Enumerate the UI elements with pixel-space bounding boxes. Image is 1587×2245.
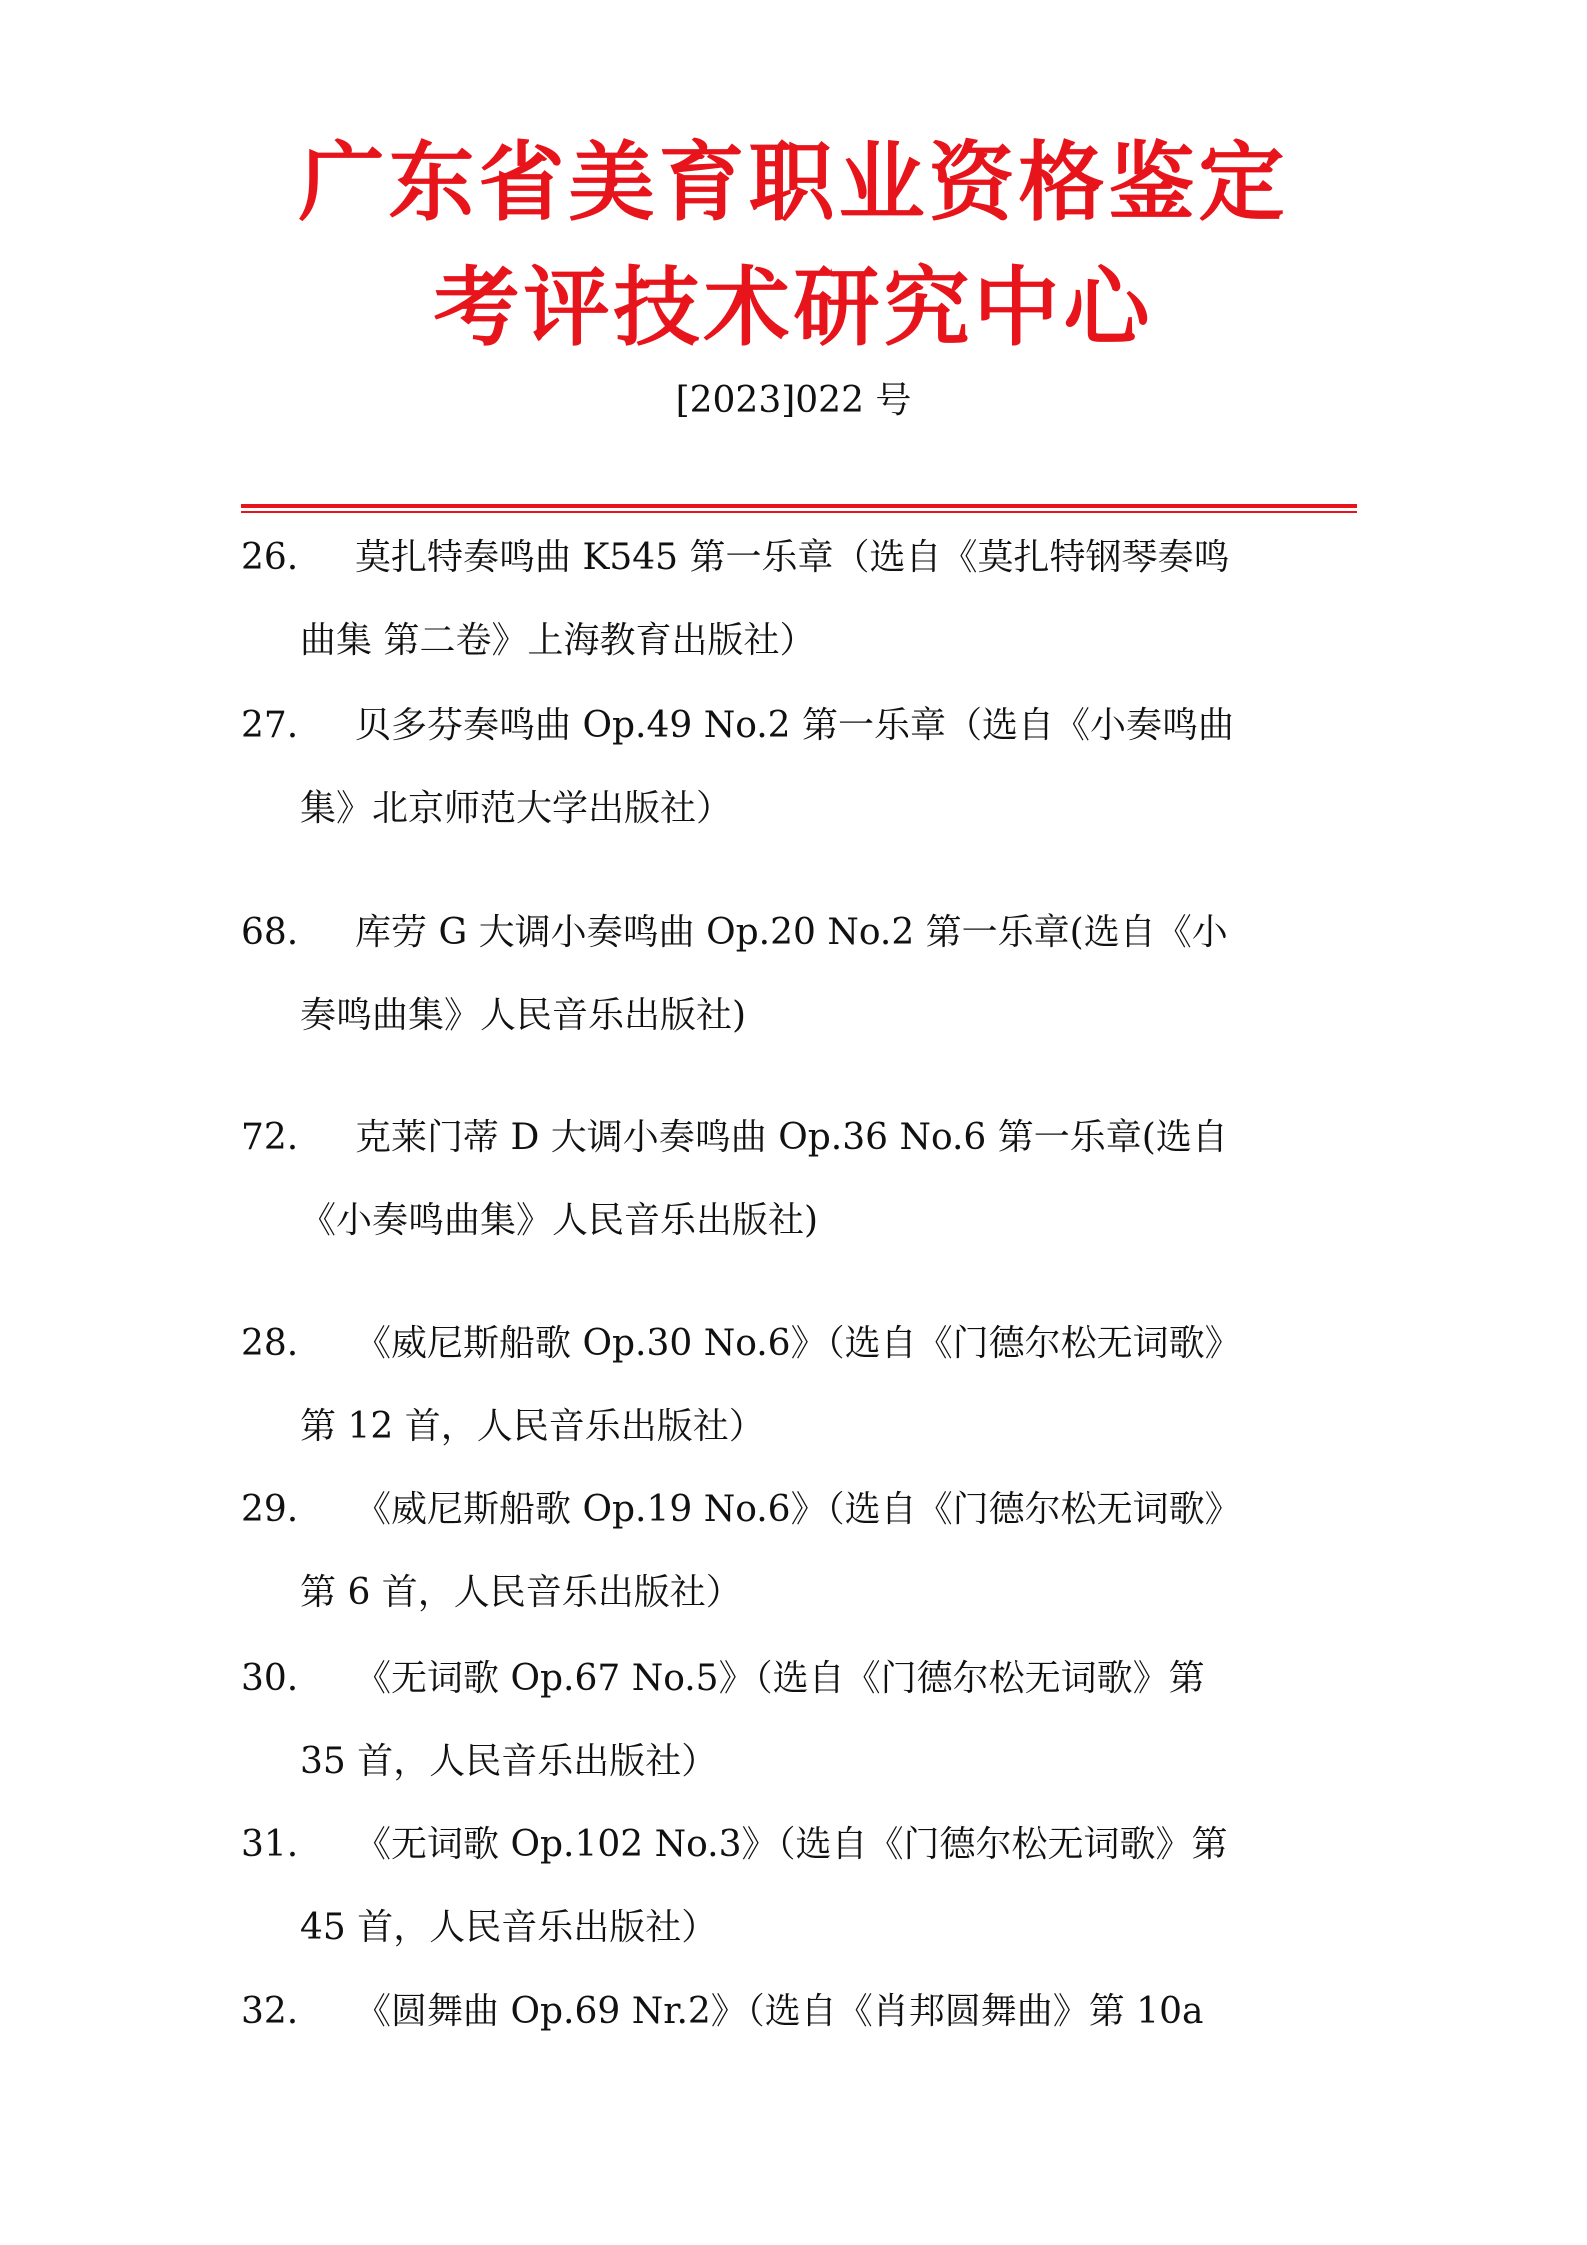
- list-item-number: 32.: [241, 1991, 299, 2032]
- header-divider-thin: [241, 511, 1357, 513]
- page-title-line2: 考评技术研究中心: [433, 258, 1154, 358]
- list-item-number: 29.: [241, 1489, 299, 1530]
- list-item-number: 31.: [241, 1824, 299, 1865]
- page-title-line1: 广东省美育职业资格鉴定: [298, 133, 1289, 233]
- list-item-text: 库劳 G 大调小奏鸣曲 Op.20 No.2 第一乐章(选自《小: [355, 912, 1228, 953]
- list-item-text-continued: 奏鸣曲集》人民音乐出版社): [300, 995, 747, 1036]
- list-item-text-continued: 集》北京师范大学出版社）: [300, 788, 733, 829]
- list-item-number: 72.: [241, 1117, 299, 1158]
- list-item-number: 68.: [241, 912, 299, 953]
- list-item-number: 28.: [241, 1323, 299, 1364]
- list-item-text: 克莱门蒂 D 大调小奏鸣曲 Op.36 No.6 第一乐章(选自: [355, 1117, 1228, 1158]
- list-item-text-continued: 45 首，人民音乐出版社）: [300, 1907, 718, 1948]
- list-item-number: 27.: [241, 705, 299, 746]
- list-item-text-continued: 曲集 第二卷》上海教育出版社）: [300, 620, 816, 661]
- list-item-text: 《无词歌 Op.67 No.5》（选自《门德尔松无词歌》第: [355, 1658, 1205, 1699]
- list-item-number: 26.: [241, 537, 299, 578]
- list-item-text: 贝多芬奏鸣曲 Op.49 No.2 第一乐章（选自《小奏鸣曲: [355, 705, 1235, 746]
- list-item-text-continued: 第 6 首，人民音乐出版社）: [300, 1572, 742, 1613]
- header-divider-thick: [241, 504, 1357, 508]
- list-item-text: 《威尼斯船歌 Op.19 No.6》（选自《门德尔松无词歌》: [355, 1489, 1241, 1530]
- list-item-text-continued: 35 首，人民音乐出版社）: [300, 1741, 718, 1782]
- list-item-text: 《无词歌 Op.102 No.3》（选自《门德尔松无词歌》第: [355, 1824, 1228, 1865]
- list-item-text: 《圆舞曲 Op.69 Nr.2》（选自《肖邦圆舞曲》第 10a: [355, 1991, 1204, 2032]
- list-item-text-continued: 《小奏鸣曲集》人民音乐出版社): [300, 1200, 819, 1241]
- list-item-text-continued: 第 12 首，人民音乐出版社）: [300, 1406, 765, 1447]
- document-number: [2023]022 号: [675, 380, 912, 421]
- list-item-text: 《威尼斯船歌 Op.30 No.6》（选自《门德尔松无词歌》: [355, 1323, 1241, 1364]
- list-item-number: 30.: [241, 1658, 299, 1699]
- list-item-text: 莫扎特奏鸣曲 K545 第一乐章（选自《莫扎特钢琴奏鸣: [355, 537, 1230, 578]
